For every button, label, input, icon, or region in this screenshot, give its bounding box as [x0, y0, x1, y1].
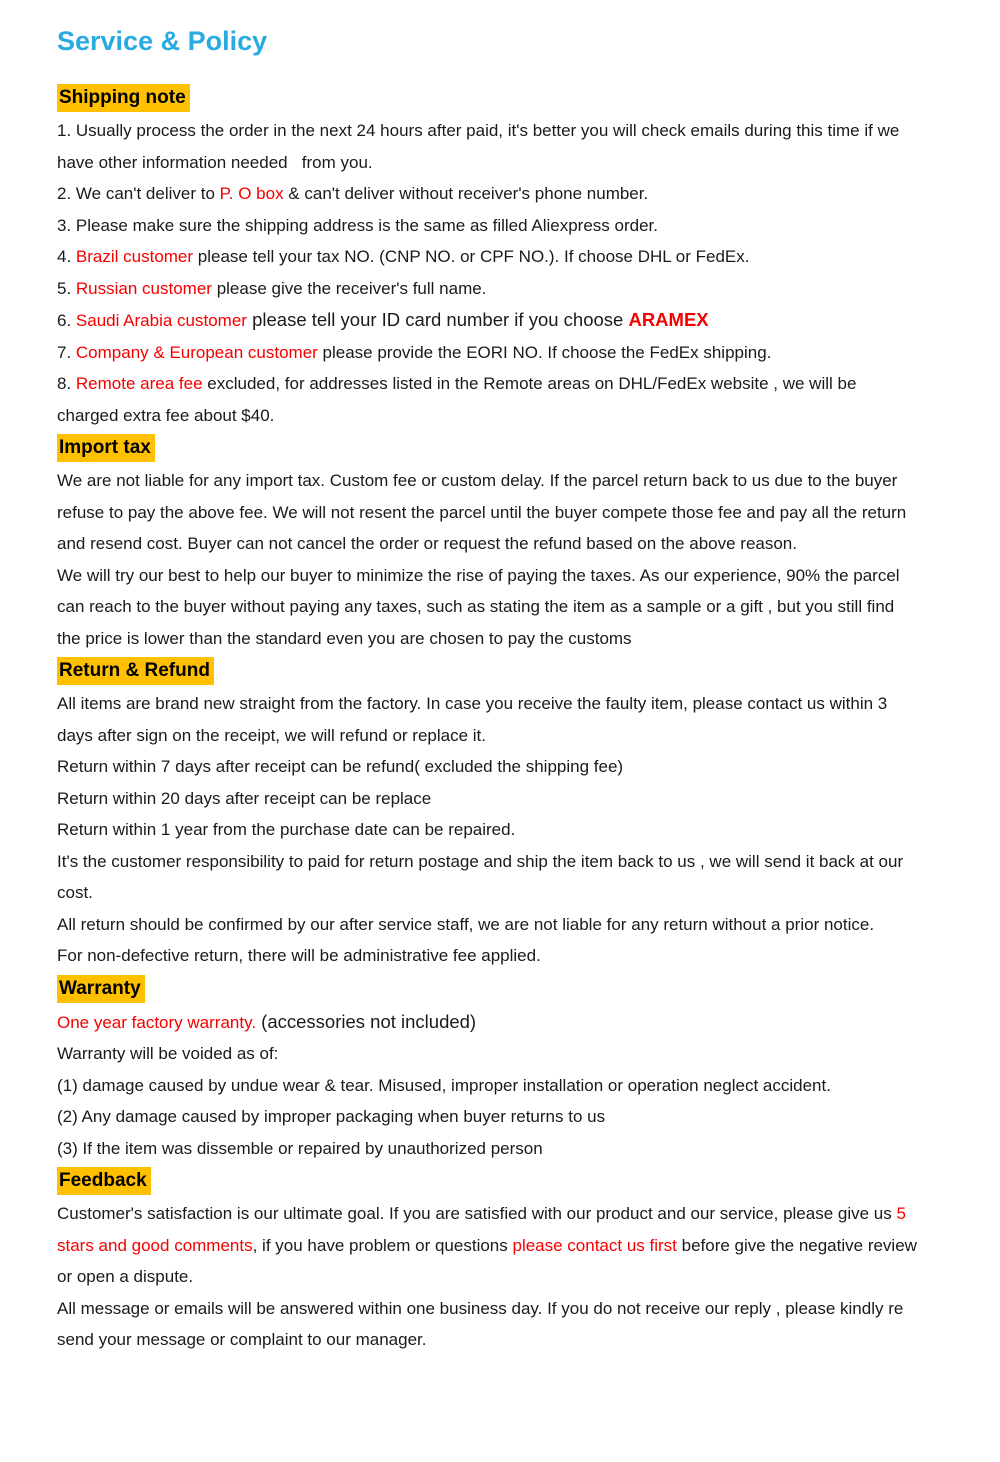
text-segment: please tell your tax NO. (CNP NO. or CPF NO.). If choose DHL or FedEx.	[193, 247, 750, 266]
policy-sections	[57, 81, 920, 1356]
section-heading: Shipping note	[57, 84, 190, 112]
section-heading: Warranty	[57, 975, 145, 1003]
text-segment: please give the receiver's full name.	[211, 278, 487, 298]
text-segment: P. O box	[219, 184, 284, 203]
text-segment: excluded, for addresses listed in the Remote areas on DHL/FedEx website , we will be charged extra fee about $40.	[57, 374, 862, 425]
text-segment: Saudi Arabia customer	[75, 311, 247, 330]
text-segment: before give the negative review or open a dispute.	[57, 1235, 922, 1286]
text-segment: Company & European customer	[75, 342, 318, 362]
paragraph	[57, 1038, 920, 1070]
text-segment: It's the customer responsibility to paid for return postage and ship the item back to us , we will send it back at our cost.	[57, 851, 908, 902]
text-segment: Customer's satisfaction is our ultimate goal. If you are satisfied with our product and our service, please give us	[57, 1204, 897, 1223]
paragraph	[57, 115, 920, 178]
policy-section	[57, 431, 920, 654]
policy-section	[57, 654, 920, 972]
paragraph	[57, 560, 920, 655]
paragraph	[57, 1006, 920, 1039]
paragraph	[57, 1070, 920, 1102]
text-segment: , if you have problem or questions	[252, 1235, 513, 1255]
text-segment: (accessories not included)	[256, 1010, 477, 1032]
text-segment: Brazil customer	[75, 247, 194, 266]
policy-section	[57, 1164, 920, 1356]
paragraph	[57, 178, 920, 210]
paragraph	[57, 909, 920, 941]
text-segment: (1) damage caused by undue wear & tear. Misused, improper installation or operation neglect accident.	[57, 1075, 831, 1095]
paragraph	[57, 688, 920, 751]
paragraph	[57, 783, 920, 815]
paragraph	[57, 241, 920, 273]
text-segment: 6.	[57, 311, 76, 330]
text-segment: 1. Usually process the order in the next 24 hours after paid, it's better you will check emails during this time if we have other information needed from you.	[57, 121, 905, 172]
text-segment: & can't deliver without receiver's phone number.	[283, 184, 649, 203]
paragraph	[57, 210, 920, 242]
page-title: Service & Policy	[57, 26, 268, 56]
paragraph	[57, 337, 920, 369]
section-heading: Import tax	[57, 434, 155, 462]
text-segment: Remote area fee	[75, 374, 203, 393]
text-segment: 5.	[57, 278, 76, 298]
section-heading: Return & Refund	[57, 657, 214, 685]
text-segment: (2) Any damage caused by improper packaging when buyer returns to us	[57, 1107, 606, 1126]
text-segment: All items are brand new straight from the factory. In case you receive the faulty item, please contact us within 3 days after sign on the receipt, we will refund or replace it.	[57, 694, 892, 745]
text-segment: please contact us first	[512, 1235, 677, 1255]
section-heading: Feedback	[57, 1167, 151, 1195]
text-segment: Russian customer	[75, 278, 212, 298]
paragraph	[57, 814, 920, 846]
text-segment: Return within 7 days after receipt can be refund( excluded the shipping fee)	[57, 757, 624, 776]
paragraph	[57, 465, 920, 560]
text-segment: 2. We can't deliver to	[57, 184, 220, 203]
text-segment: (3) If the item was dissemble or repaired by unauthorized person	[57, 1138, 543, 1158]
paragraph	[57, 1133, 920, 1165]
paragraph	[57, 846, 920, 909]
text-segment: All message or emails will be answered within one business day. If you do not receive our reply , please kindly re send your message or complaint to our manager.	[57, 1298, 909, 1349]
text-segment: 4.	[57, 247, 76, 266]
text-segment: ARAMEX	[628, 309, 709, 330]
paragraph	[57, 1293, 920, 1356]
text-segment: 7.	[57, 342, 76, 362]
paragraph	[57, 940, 920, 972]
text-segment: please tell your ID card number if you choose	[246, 309, 629, 330]
paragraph	[57, 304, 920, 337]
paragraph	[57, 368, 920, 431]
text-segment: Return within 20 days after receipt can be replace	[57, 788, 432, 808]
text-segment: Return within 1 year from the purchase date can be repaired.	[57, 820, 516, 839]
text-segment: All return should be confirmed by our after service staff, we are not liable for any return without a prior notice.	[57, 914, 875, 934]
paragraph	[57, 1198, 920, 1293]
paragraph	[57, 751, 920, 783]
policy-section	[57, 972, 920, 1165]
text-segment: We are not liable for any import tax. Custom fee or custom delay. If the parcel return back to us due to the buyer refuse to pay the above fee. We will not resent the parcel until the buyer compete those fee and pay all the return and resend cost. Buyer can not cancel the order or request the refund based on the above reason.	[57, 471, 911, 553]
text-segment: Warranty will be voided as of:	[57, 1044, 279, 1063]
paragraph	[57, 1101, 920, 1133]
policy-section	[57, 81, 920, 431]
paragraph	[57, 273, 920, 305]
text-segment: One year factory warranty.	[57, 1012, 257, 1032]
text-segment: 5 stars and good comments	[57, 1204, 911, 1255]
text-segment: 3. Please make sure the shipping address is the same as filled Aliexpress order.	[57, 215, 658, 235]
text-segment: For non-defective return, there will be administrative fee applied.	[57, 946, 541, 965]
text-segment: We will try our best to help our buyer to minimize the rise of paying the taxes. As our experience, 90% the parcel can reach to the buyer without paying any taxes, such as stating the item as a sample or a gift , but you still find the price is lower than the standard even you are chosen to pay the customs	[57, 565, 905, 648]
text-segment: please provide the EORI NO. If choose the FedEx shipping.	[317, 342, 772, 362]
text-segment: 8.	[57, 374, 76, 393]
